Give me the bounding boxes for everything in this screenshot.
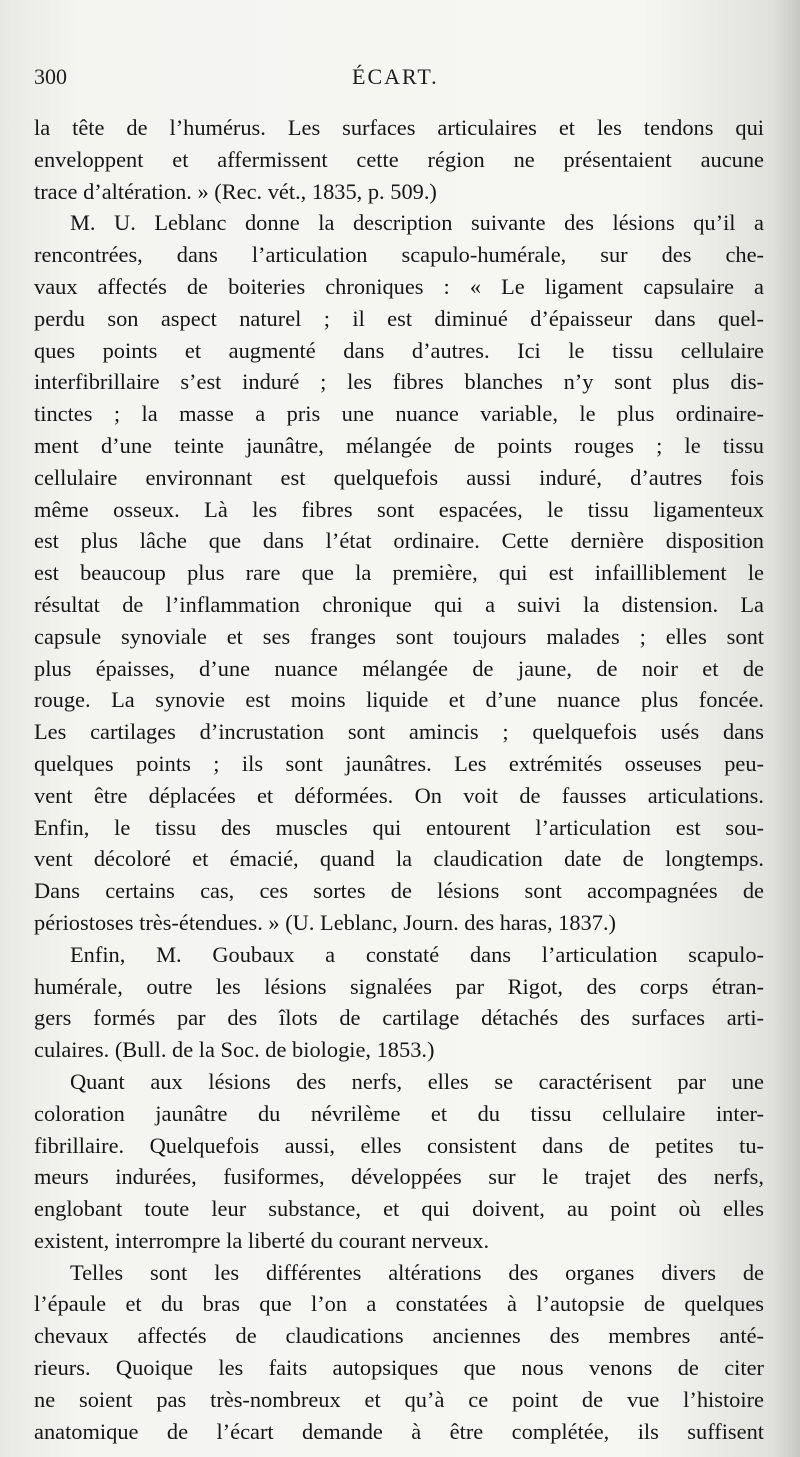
text-line: rieurs. Quoique les faits autopsiques que nous venons de citer [34, 1355, 764, 1381]
text-line: est beaucoup plus rare que la première, qui est infailliblement le [34, 560, 764, 586]
text-line: ne soient pas très-nombreux et qu’à ce point de vue l’histoire [34, 1386, 764, 1412]
text-line: la tête de l’humérus. Les surfaces articulaires et les tendons qui [34, 115, 764, 140]
text-line: rencontrées, dans l’articulation scapulo-humérale, sur des che- [34, 242, 764, 268]
text-line: Les cartilages d’incrustation sont amincis ; quelquefois usés dans [34, 719, 764, 745]
text-line: Enfin, M. Goubaux a constaté dans l’articulation scapulo- [70, 941, 764, 967]
text-line: vent décoloré et émacié, quand la claudication date de longtemps. [34, 846, 764, 872]
text-line: M. U. Leblanc donne la description suivante des lésions qu’il a [70, 210, 764, 236]
text-line: humérale, outre les lésions signalées par Rigot, des corps étran- [34, 973, 764, 999]
text-line: coloration jaunâtre du névrilème et du tissu cellulaire inter- [34, 1100, 764, 1126]
body-text [34, 112, 764, 1447]
text-line: Telles sont les différentes altérations des organes divers de [70, 1259, 764, 1285]
text-line: périostoses très-étendues. » (U. Leblanc, Journ. des haras, 1837.) [34, 909, 616, 935]
text-line: Enfin, le tissu des muscles qui entourent l’articulation est sou- [34, 814, 764, 840]
page-edge-shadow [772, 0, 800, 1457]
text-line: résultat de l’inflammation chronique qui a suivi la distension. La [34, 591, 764, 617]
running-title: ÉCART. [352, 64, 439, 89]
text-line: ment d’une teinte jaunâtre, mélangée de points rouges ; le tissu [34, 432, 764, 458]
text-line: chevaux affectés de claudications anciennes des membres anté- [34, 1323, 764, 1349]
page-header [34, 64, 754, 92]
text-line: existent, interrompre la liberté du courant nerveux. [34, 1227, 490, 1253]
text-line: tinctes ; la masse a pris une nuance variable, le plus ordinaire- [34, 401, 764, 427]
text-line: Dans certains cas, ces sortes de lésions sont accompagnées de [34, 878, 764, 904]
text-line: ques points et augmenté dans d’autres. Ici le tissu cellulaire [34, 337, 764, 363]
text-line: capsule synoviale et ses franges sont toujours malades ; elles sont [34, 623, 764, 649]
text-line: vaux affectés de boiteries chroniques : « Le ligament capsulaire a [34, 273, 764, 299]
text-line: enveloppent et affermissent cette région ne présentaient aucune [34, 146, 764, 172]
text-line: quelques points ; ils sont jaunâtres. Les extrémités osseuses peu- [34, 750, 764, 776]
text-line: culaires. (Bull. de la Soc. de biologie, 1853.) [34, 1037, 435, 1063]
text-line: meurs indurées, fusiformes, développées sur le trajet des nerfs, [34, 1164, 764, 1190]
text-line: même osseux. Là les fibres sont espacées, le tissu ligamenteux [34, 496, 764, 522]
text-line: perdu son aspect naturel ; il est diminué d’épaisseur dans quel- [34, 305, 764, 331]
text-line: gers formés par des îlots de cartilage détachés des surfaces arti- [34, 1005, 764, 1031]
text-line: trace d’altération. » (Rec. vét., 1835, p. 509.) [34, 178, 437, 204]
text-line: plus épaisses, d’une nuance mélangée de jaune, de noir et de [34, 655, 764, 681]
text-line: anatomique de l’écart demande à être complétée, ils suffisent [34, 1418, 764, 1444]
text-line: rouge. La synovie est moins liquide et d’une nuance plus foncée. [34, 687, 764, 713]
text-line: englobant toute leur substance, et qui doivent, au point où elles [34, 1196, 764, 1222]
text-line: interfibrillaire s’est induré ; les fibres blanches n’y sont plus dis- [34, 369, 764, 395]
text-line: l’épaule et du bras que l’on a constatées à l’autopsie de quelques [34, 1291, 764, 1317]
text-line: est plus lâche que dans l’état ordinaire. Cette dernière disposition [34, 528, 764, 554]
text-line: Quant aux lésions des nerfs, elles se caractérisent par une [70, 1068, 764, 1094]
text-line: cellulaire environnant est quelquefois aussi induré, d’autres fois [34, 464, 764, 490]
text-line: fibrillaire. Quelquefois aussi, elles consistent dans de petites tu- [34, 1132, 764, 1158]
text-line: vent être déplacées et déformées. On voit de fausses articulations. [34, 782, 764, 808]
page-number: 300 [34, 64, 67, 89]
